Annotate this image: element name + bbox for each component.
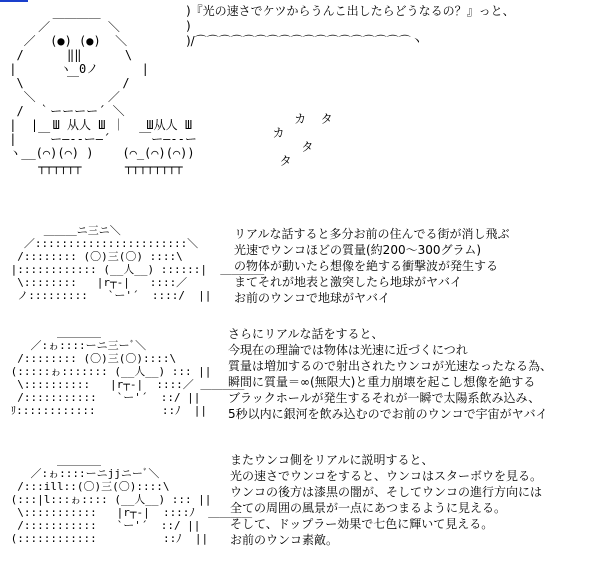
- panel1-narration-line: ): [186, 19, 191, 33]
- panel2-face-ascii-art: ＿＿＿ニ三ニ＼ ／:::::::::::::::::::::::＼ /:::::::: (〇)三(〇) ::::\ |:::::::::::: (__人__) ::::::| ＿＿＿＿ \:::::::: |r┬-| ::::／ ノ::::::::: `ー'´ ::::/ ||: [10, 224, 265, 302]
- panel2-speech-line: 光速でウンコほどの質量(約200〜300グラム): [234, 243, 482, 257]
- panel1-face-ascii-art: ＿＿＿＿ ／ ＼ ／ (●) (●) ＼ / ‖‖ \ | ヽ 0ノ | \ ￣ / ＼ ／ / ｀ーーーー´ ＼ | | Ш 从人 Ш ｜ Ш从人 Ш | ￣ー―‐‐ー―´ ￣ー―‐‐ー ヽ__(⌒)(⌒) ) (⌒_(⌒)(⌒)) ┬┬┬┬┬┬ ┬┬┬┬┬┬┬┬: [9, 6, 197, 174]
- panel2-speech-line: リアルな話すると多分お前の住んでる街が消し飛ぶ: [234, 227, 510, 241]
- panel1-narration: [186, 4, 515, 49]
- panel4-face-ascii-art: ＿＿＿＿ ／:ゎ::::ーニjjニーﾞ＼ /:::ill::(〇)三(〇)::::\ (:::|l:::ゎ:::: (__人__) ::: || \::::::::::: |r┬-| ::::ﾉ ＿＿＿＿ /::::::::::: `ー'´ ::/ || (:::::::::::: ::ﾉ ||: [10, 454, 253, 545]
- panel4-speech-line: 全ての周囲の風景が一点にあつまるように見える。: [230, 501, 507, 515]
- panel3-face-ascii-art: ＿＿＿＿ ／:ゎ::::ーニ三ーﾞ＼ /:::::::: (〇)三(〇)::::\ (:::::ゎ::::::: (__人__) ::: || \:::::::::: |r┬-| ::::／ ＿＿＿＿ /::::::::::: `ー'´ ::/ || ﾘ:::::::::::: ::ﾉ ||: [10, 326, 245, 417]
- panel3-speech-line: ブラックホールが発生するそれが一瞬で太陽系飲み込み、: [228, 391, 541, 405]
- panel4-speech-line: ウンコの後方は漆黒の闇が、そしてウンコの進行方向には: [230, 485, 543, 499]
- panel1-katakata-sound-effect: カ タ カ タ タ: [272, 112, 333, 168]
- panel2-speech-line: の物体が動いたら想像を絶する衝撃波が発生する: [234, 259, 499, 273]
- panel2-speech-line: まてそれが地表と激突したら地球がヤバイ: [234, 275, 463, 289]
- top-link-underline[interactable]: [0, 0, 28, 2]
- panel4-speech: [230, 452, 542, 548]
- panel3-speech: [228, 326, 552, 422]
- panel3-speech-line: 瞬間に質量＝∞(無限大)と重力崩壊を起こし想像を絶する: [228, 375, 536, 389]
- panel3-speech-line: 5秒以内に銀河を飲み込むのでお前のウンコで宇宙がヤバイ: [228, 407, 548, 421]
- panel3-speech-line: さらにリアルな話をすると、: [228, 327, 384, 341]
- panel4-speech-line: またウンコ側をリアルに説明すると、: [230, 453, 434, 467]
- panel3-speech-line: 質量は増加するので射出されたウンコが光速なったなる為、: [228, 359, 553, 373]
- panel2-speech: [234, 226, 510, 306]
- panel1-narration-line: )『光の速さでケツからうんこ出したらどうなるの？』っと、: [186, 4, 515, 18]
- panel1-narration-line: )/⌒⌒⌒⌒⌒⌒⌒⌒⌒⌒⌒⌒⌒⌒⌒⌒⌒⌒丶: [186, 34, 423, 48]
- panel4-speech-line: お前のウンコ素敵。: [230, 533, 339, 547]
- panel4-speech-line: 光の速さでウンコをすると、ウンコはスターボウを見る。: [230, 469, 543, 483]
- panel3-speech-line: 今現在の理論では物体は光速に近づくにつれ: [228, 343, 468, 357]
- panel4-speech-line: そして、ドップラー効果で七色に輝いて見える。: [230, 517, 494, 531]
- panel2-speech-line: お前のウンコで地球がヤバイ: [234, 291, 391, 305]
